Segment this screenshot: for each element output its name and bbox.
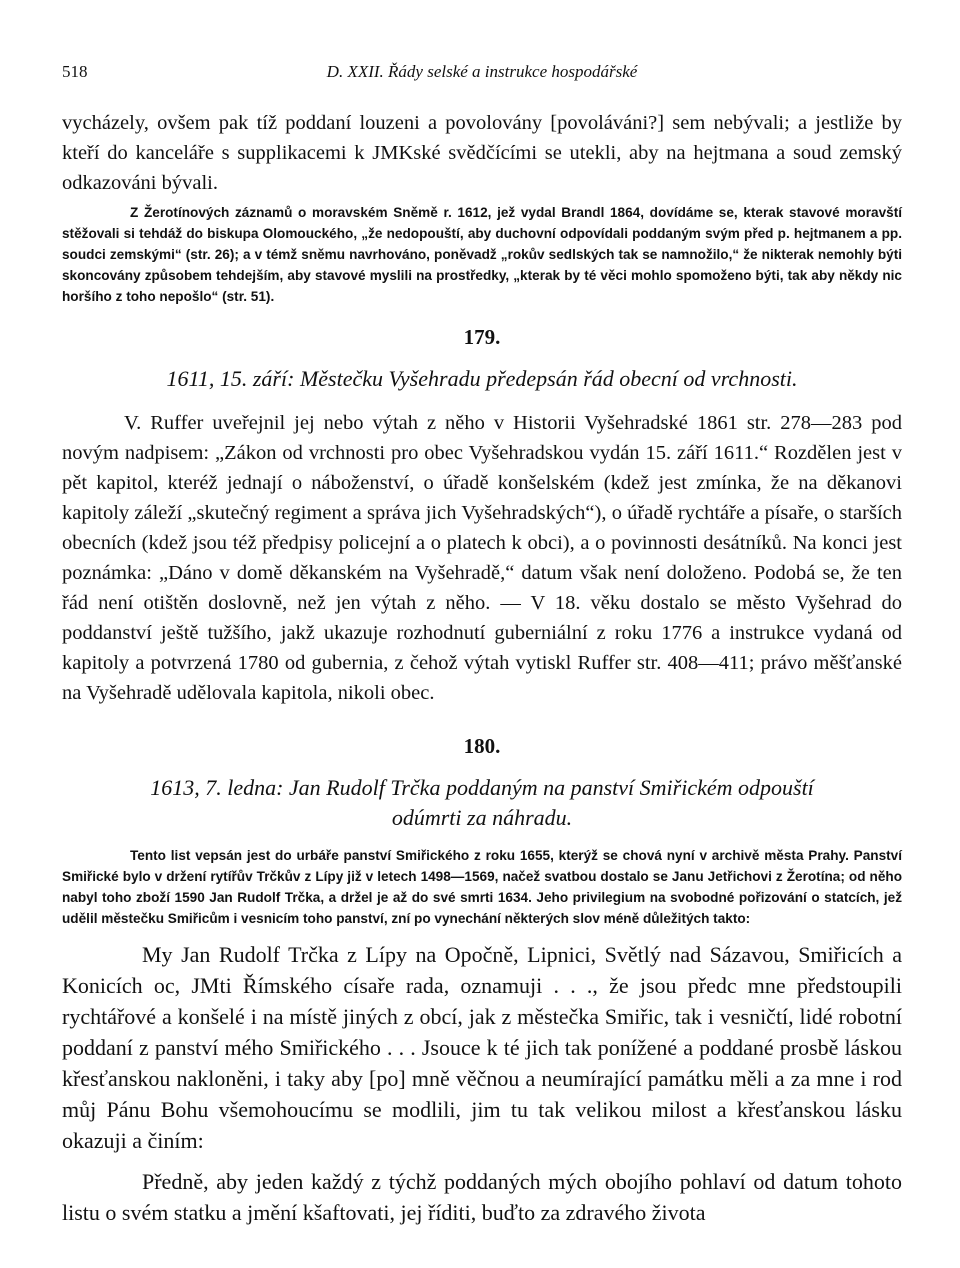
section-heading-180-line1: Jan Rudolf Trčka poddaným na panství Smiřickém odpouští (288, 775, 814, 800)
section-number-179: 179. (463, 325, 501, 349)
document-paragraph-2: Předně, aby jeden každý z týchž poddaných mých obojího pohlaví od datum tohoto listu o svém statku a jmění kšaftovati, jej říditi, buďto za zdravého života (62, 1169, 902, 1225)
section-title-179 (62, 364, 902, 394)
document-paragraph-1: My Jan Rudolf Trčka z Lípy na Opočně, Lipnici, Světlý nad Sázavou, Smiřicích a Konicích oc, JMti Římského císaře rada, oznamuji . . ., že jsou předc mne předstoupili rychtářové a konšelé i na místě jiných z obcí, jak z městečka Smiřic, tak i vesničtí, lidé robotní poddaní z panství mého Smiřického . . . Jsouce k té jich tak ponížené a poddané prosbě láskou křesťanskou nakloněni, i taky aby [po] mně věčnou a neumírající památku měli a za mne i rod můj Pánu Bohu všemohoucímu se modlili, jim tu tak velikou milost a křesťanskou lásku okazuji a činím: (62, 942, 902, 1153)
page-header (62, 52, 902, 88)
section-title-180 (62, 773, 902, 833)
section-note-180: Tento list vepsán jest do urbáře panství Smiřického z roku 1655, kterýž se chová nyní v archivě města Prahy. Panství Smiřické bylo v držení rytířův Trčkův z Lípy již v letech 1498—1569, načež svatbou dostalo se Janu Jetřichovi z Žerotína; od něho nabyl toho zboží 1590 Jan Rudolf Trčka, a držel je až do své smrti 1634. Jeho privilegium na svobodné pořizování o statcích, jež udělil městečku Smiřicům i vesnicím toho panství, zní po vynechání některých slov méně důležitých takto: (62, 848, 902, 926)
page-number: 518 (62, 62, 88, 81)
section-number-180: 180. (463, 734, 501, 758)
section-date-180: 1613, 7. ledna: (150, 775, 284, 800)
document-page (62, 52, 902, 1228)
section-paragraph-179: V. Ruffer uveřejnil jej nebo výtah z něho v Historii Vyšehradské 1861 str. 278—283 pod novým nadpisem: „Zákon od vrchnosti pro obec Vyšehradskou vydán 15. září 1611.“ Rozdělen jest v pět kapitol, kteréž jednají o náboženství, o úřadě konšelském (kdež jest zmínka, že na děkanovi kapitoly záleží „skutečný regiment a správa jich Vyšehradských“), o úřadě rychtáře a písaře, o starších obecních (kdež jsou též předpisy policejní a o platech k obci), a o povinnosti desátníků. Na konci jest poznámka: „Dáno v domě děkanském na Vyšehradě,“ datum však není doloženo. Podobá se, že ten řád není otištěn doslovně, než jen výtah z něho. — V 18. věku dostalo se město Vyšehrad do poddanství ještě tužšího, jakž ukazuje rozhodnutí guberniální z roku 1776 a instrukce vydaná od kapitoly a potvrzená 1780 od gubernia, z čehož výtah vytiskl Ruffer str. 408—411; právo měšťanské na Vyšehradě udělovala kapitola, nikoli obec. (62, 412, 902, 704)
running-title: D. XXII. Řády selské a instrukce hospodářské (326, 62, 638, 81)
section-heading-179: Městečku Vyšehradu předepsán řád obecní od vrchnosti. (299, 366, 798, 391)
section-date-179: 1611, 15. září: (166, 366, 295, 391)
section-heading-180-line2: odúmrti za náhradu. (391, 805, 573, 830)
footnote-zerotin: Z Žerotínových záznamů o moravském Sněmě r. 1612, jež vydal Brandl 1864, dovídáme se, kterak stavové moravští stěžovali si tehdáž do biskupa Olomouckého, „že nedopouští, aby duchovní odpovídali poddaným svým před p. hejtmanem a pp. soudci zemskými“ (str. 26); a v témž sněmu navrhováno, poněvadž „rokův sedlských tak se namnožilo,“ že nikterak nemohly býti skoncovány způsobem tehdejším, aby stavové myslili na prostředky, „kterak by té věci mohlo spomoženo býti, tak aby někdy nic horšího z toho nepošlo“ (str. 51). (62, 205, 902, 304)
intro-paragraph: vycházely, ovšem pak tíž poddaní louzeni a povolovány [povoláváni?] sem nebývali; a jestliže by kteří do kanceláře s supplikacemi k JMKské svědčícími se utekli, aby na hejtmana a soud zemský odkazováni bývali. (62, 112, 902, 194)
